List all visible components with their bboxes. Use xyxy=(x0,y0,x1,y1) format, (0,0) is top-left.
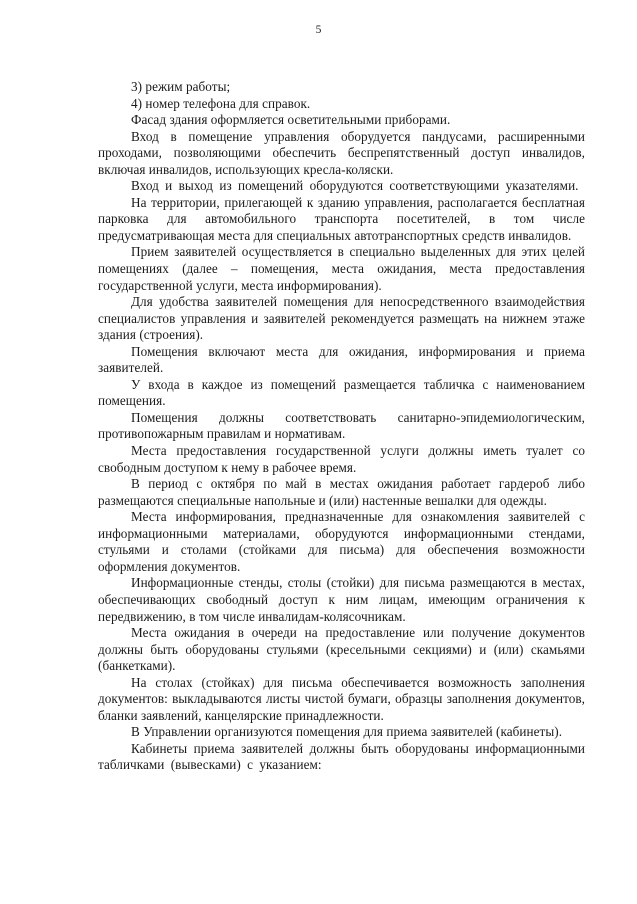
paragraph: Кабинеты приема заявителей должны быть оборудованы информационными табличками (вывесками) с указанием: xyxy=(98,740,585,773)
paragraph: Прием заявителей осуществляется в специально выделенных для этих целей помещениях (далее – помещения, места ожидания, места предоставления государственной услуги, места информирования). xyxy=(98,244,585,293)
paragraph: Для удобства заявителей помещения для непосредственного взаимодействия специалистов управления и заявителей рекомендуется размещать на нижнем этаже здания (строения). xyxy=(98,294,585,343)
page-number: 5 xyxy=(315,24,322,36)
document-body xyxy=(98,79,585,774)
paragraph: В Управлении организуются помещения для приема заявителей (кабинеты). xyxy=(131,724,563,740)
paragraph: В период с октября по май в местах ожидания работает гардероб либо размещаются специальные напольные и (или) настенные вешалки для одежды. xyxy=(98,476,585,508)
paragraph: У входа в каждое из помещений размещается табличка с наименованием помещения. xyxy=(98,376,585,409)
paragraph: Вход в помещение управления оборудуется пандусами, расширенными проходами, позволяющими обеспечить беспрепятственный доступ инвалидов, включая инвалидов, использующих кресла-коляски. xyxy=(98,128,585,177)
paragraph: На территории, прилегающей к зданию управления, располагается бесплатная парковка для автомобильного транспорта посетителей, в том числе предусматривающая места для специальных автотранспортных средств инвалидов. xyxy=(98,194,585,243)
paragraph: Помещения включают места для ожидания, информирования и приема заявителей. xyxy=(98,343,585,376)
paragraph: 4) номер телефона для справок. xyxy=(131,95,311,111)
paragraph: Места информирования, предназначенные для ознакомления заявителей с информационными материалами, оборудуются информационными стендами, стульями и столами (стойками для письма) для обеспечения возможности оформления документов. xyxy=(98,509,585,574)
paragraph: Вход и выход из помещений оборудуются соответствующими указателями. xyxy=(131,178,579,194)
paragraph: Помещения должны соответствовать санитарно-эпидемиологическим, противопожарным правилам и нормативам. xyxy=(98,409,585,442)
paragraph: 3) режим работы; xyxy=(131,79,231,94)
paragraph: Места предоставления государственной услуги должны иметь туалет со свободным доступом к нему в рабочее время. xyxy=(98,443,585,475)
paragraph: Фасад здания оформляется осветительными приборами. xyxy=(131,112,451,128)
paragraph: На столах (стойках) для письма обеспечивается возможность заполнения документов: выкладываются листы чистой бумаги, образцы заполнения документов, бланки заявлений, канцелярские принадлежности. xyxy=(98,674,585,723)
paragraph: Места ожидания в очереди на предоставление или получение документов должны быть оборудованы стульями (кресельными секциями) и (или) скамьями (банкетками). xyxy=(98,625,585,674)
paragraph: Информационные стенды, столы (стойки) для письма размещаются в местах, обеспечивающих свободный доступ к ним лицам, имеющим ограничения к передвижению, в том числе инвалидам-колясочникам. xyxy=(98,575,585,624)
